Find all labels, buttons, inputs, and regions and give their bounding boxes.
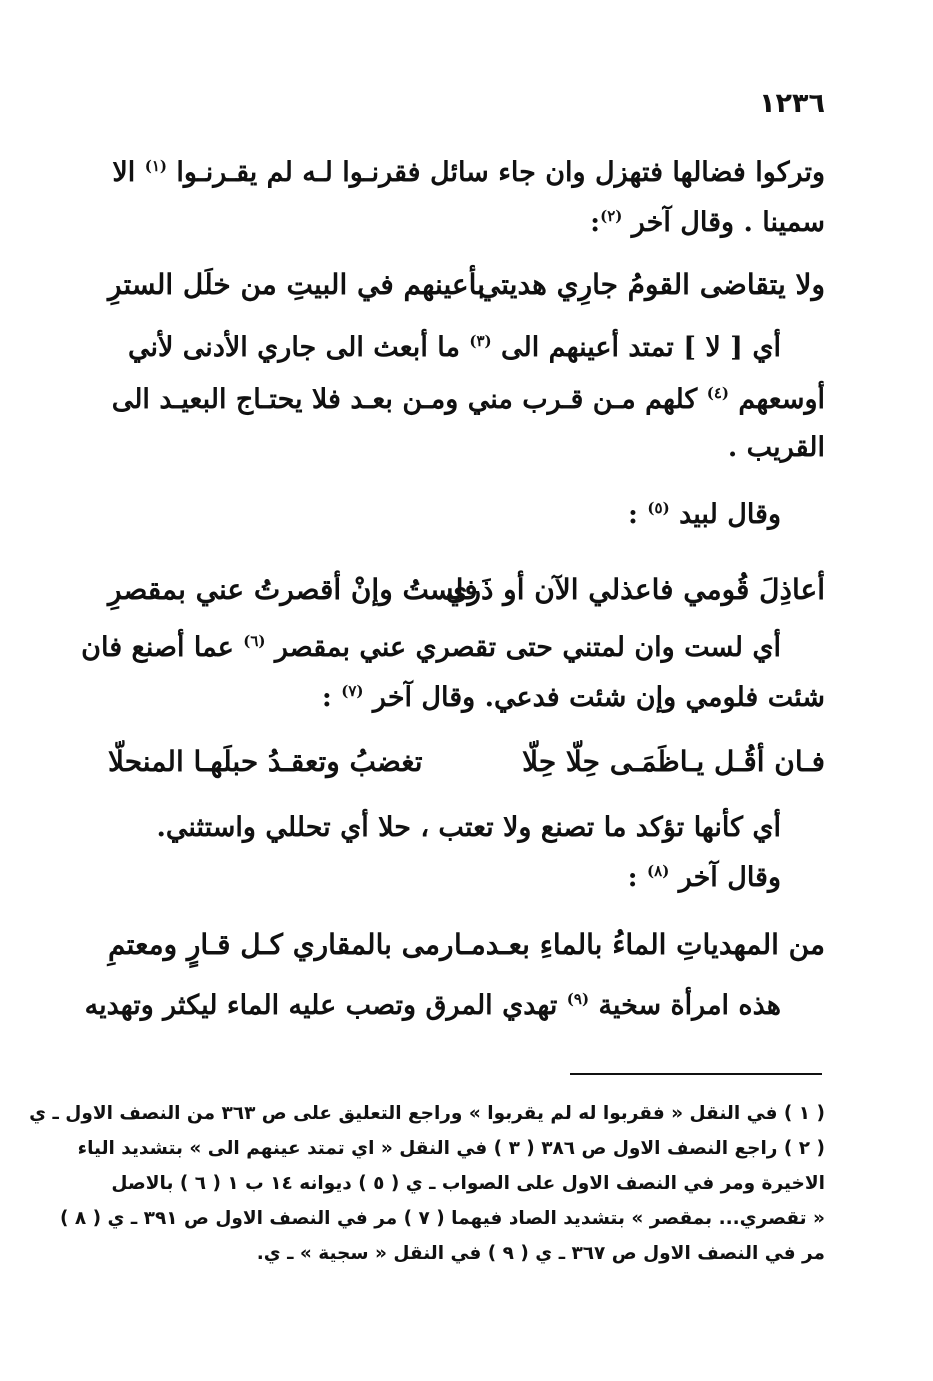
body-line-1 <box>112 155 825 191</box>
text: تهدي المرق وتصب عليه الماء ليكثر وتهديه <box>84 990 558 1021</box>
body-line-11 <box>85 988 781 1024</box>
footnote-ref-1: (١) <box>144 157 167 175</box>
text: شئت فلومي وإن شئت فدعي. وقال آخر <box>372 682 825 713</box>
footnote-line: مر في النصف الاول ص ٣٦٧ ـ ي ( ٩ ) في النقل « سجية » ـ ي. <box>256 1243 825 1264</box>
footnote-line: ( ٢ ) راجع النصف الاول ص ٣٨٦ ( ٣ ) في النقل « اي تمتد عينهم الى » بتشديد الياء <box>77 1138 825 1159</box>
verse-3-first-hemistich: فـان أقُـل يـاظَمَـى حِلّا حِلّا <box>522 745 825 778</box>
footnote-ref-8: (٨) <box>647 862 670 880</box>
footnote-ref-2: (٢) <box>600 207 623 225</box>
text: : <box>627 862 638 893</box>
footnote-ref-5: (٥) <box>647 499 670 517</box>
footnote-ref-3: (٣) <box>469 332 492 350</box>
text: وتركوا فضالها فتهزل وان جاء سائل فقرنـوا لـه لم يقـرنـوا <box>176 157 825 188</box>
footnote-ref-6: (٦) <box>243 632 266 650</box>
body-line-10 <box>628 860 781 896</box>
text: أوسعهم <box>738 384 825 415</box>
verse-1-second-hemistich: بأعينهم في البيتِ من خلَل السترِ <box>108 268 485 301</box>
text: كلهم مـن قـرب مني ومـن بعـد فلا يحتـاج البعيـد الى <box>111 384 698 415</box>
text: هذه امرأة سخية <box>598 990 781 1021</box>
text: القريب . <box>727 432 825 463</box>
text: أي لست وان لمتني حتى تقصري عني بمقصر <box>274 632 781 663</box>
verse-1-first-hemistich: ولا يتقاضى القومُ جارِي هديتي <box>477 268 825 301</box>
text: الا <box>112 157 136 188</box>
verse-2-first-hemistich: أعاذِلَ قُومي فاعذلي الآن أو ذَري <box>445 573 825 606</box>
footnote-ref-9: (٩) <box>566 990 590 1008</box>
footnote-line: ( ١ ) في النقل « فقربوا له لم يقربوا » وراجع التعليق على ص ٣٦٣ من النصف الاول ـ ي <box>29 1103 825 1124</box>
footnote-ref-7: (٧) <box>341 682 364 700</box>
text: وقال لبيد <box>679 499 781 530</box>
verse-4-first-hemistich: من المهدياتِ الماءُ بالماءِ بعـدمـا <box>454 928 825 961</box>
footnote-line: الاخيرة ومر في النصف الاول على الصواب ـ ي ( ٥ ) ديوانه ١٤ ب ١ ( ٦ ) بالاصل <box>111 1173 825 1194</box>
text: وقال آخر <box>678 862 781 893</box>
body-line-9 <box>156 810 781 846</box>
verse-3-second-hemistich: تغضبُ وتعقـدُ حبلَهـا المنحلّا <box>108 745 423 778</box>
body-line-3 <box>128 330 781 366</box>
footnote-line: « تقصري... بمقصر » بتشديد الصاد فيهما ( ٧ ) مر في النصف الاول ص ٣٩١ ـ ي ( ٨ ) <box>59 1208 825 1229</box>
page-number: ١٢٣٦ <box>759 88 825 119</box>
body-line-8 <box>322 680 825 716</box>
text: : <box>590 207 601 238</box>
text: أي [ لا ] تمتد أعينهم الى <box>501 332 781 363</box>
text: أي كأنها تؤكد ما تصنع ولا تعتب ، حلا أي تحللي واستثني. <box>156 812 781 843</box>
verse-2-second-hemistich: فلستُ وإنْ أقصرتُ عني بمقصرِ <box>108 573 478 606</box>
body-line-7 <box>81 630 781 666</box>
text: : <box>628 499 639 530</box>
text: سمينا . وقال آخر <box>631 207 825 238</box>
text: ما أبعث الى جاري الأدنى لأني <box>127 332 460 363</box>
body-line-5 <box>728 430 825 466</box>
footnote-ref-4: (٤) <box>706 384 729 402</box>
body-line-6 <box>628 497 781 533</box>
text: عما أصنع فان <box>81 632 234 663</box>
body-line-4 <box>112 382 825 418</box>
body-line-2 <box>590 205 825 241</box>
verse-4-second-hemistich: رمى بالمقاري كـل قـارٍ ومعتمِ <box>108 928 454 961</box>
footnote-separator <box>570 1073 822 1075</box>
text: : <box>321 682 332 713</box>
